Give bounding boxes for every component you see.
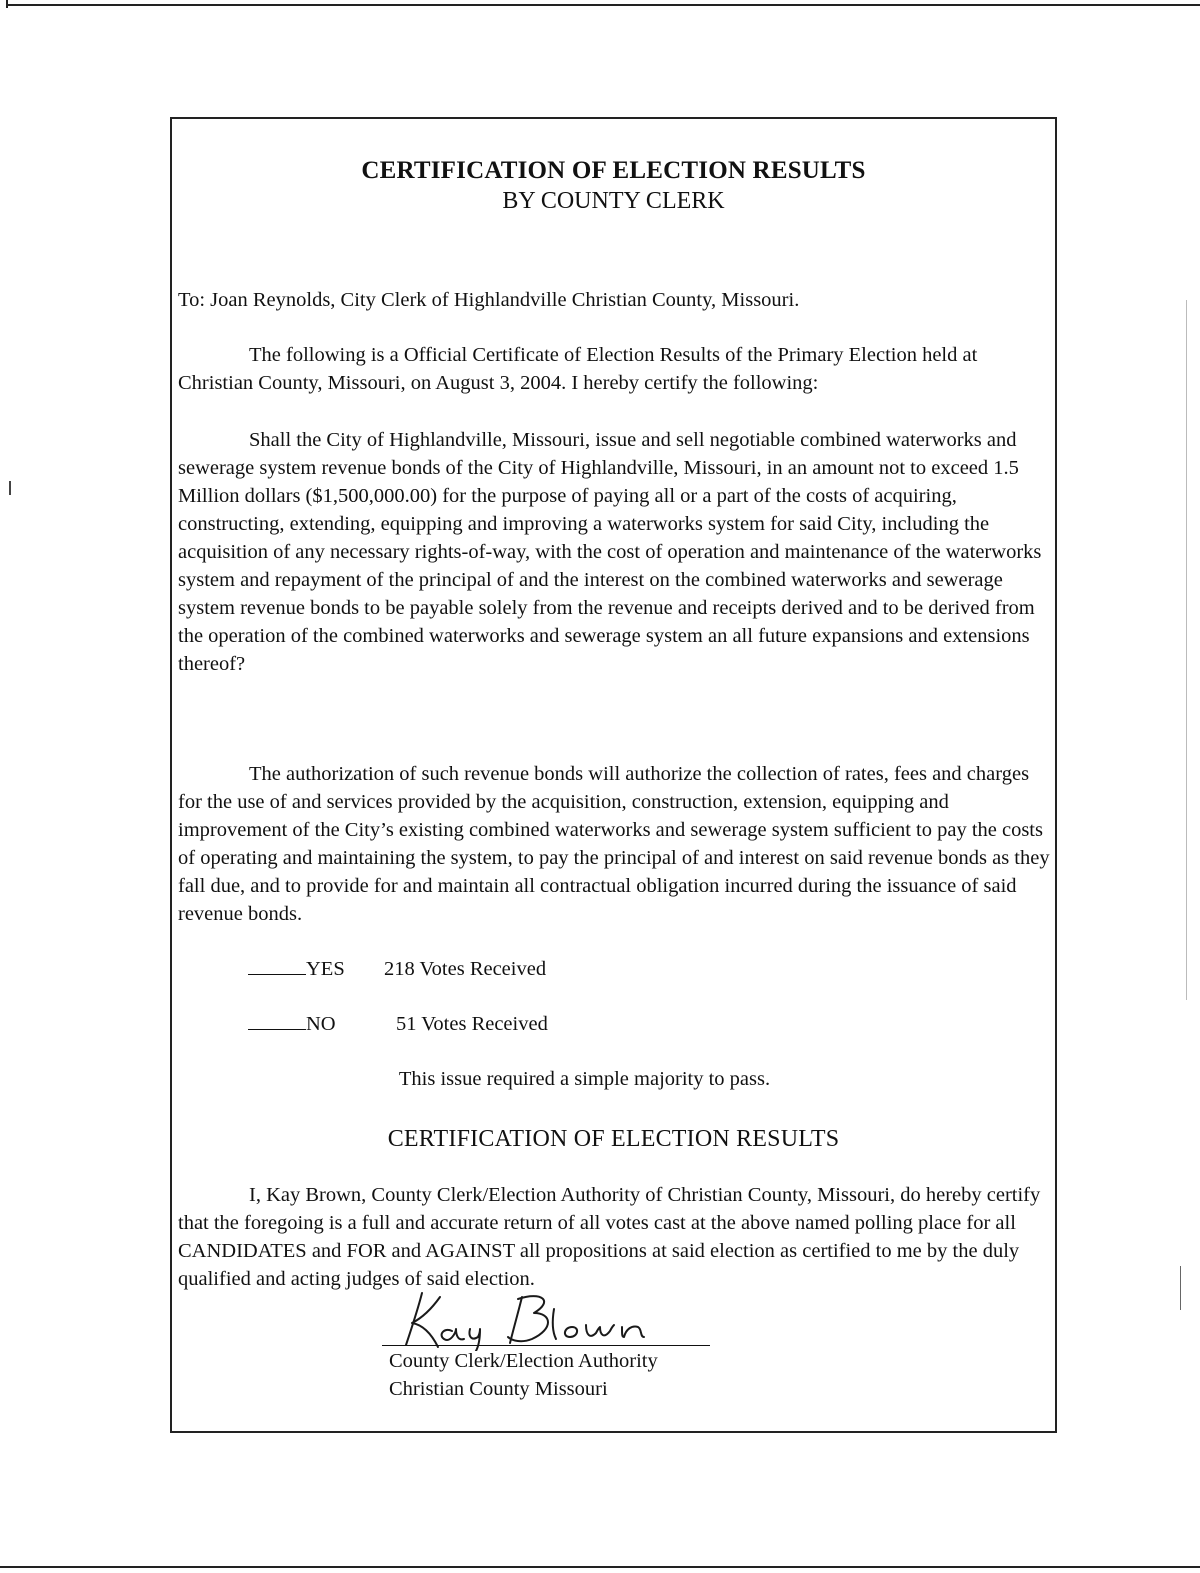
intro-paragraph: The following is a Official Certificate of Election Results of the Primary Election held at Christian County, Missouri, on August 3, 2004. I hereby certify the following: <box>178 344 978 394</box>
scan-mark <box>1180 1266 1181 1310</box>
scan-mark <box>9 481 11 495</box>
ballot-question-paragraph: Shall the City of Highlandville, Missouri, issue and sell negotiable combined waterworks and sewerage system revenue bonds of the City of Highlandville, Missouri, in an amount not to exceed 1.5 Million dollars ($1,500,000.00) for the purpose of paying all or a part of the costs of acquiring, constructing, extending, equipping and improving a waterworks system for said City, including the acquisition of any necessary rights-of-way, with the cost of operation and maintenance of the waterworks system and repayment of the principal of and the interest on the combined waterworks and sewerage system revenue bonds to be payable solely from the revenue and receipts derived and to be derived from the operation of the combined waterworks and sewerage system an all future expansions and extensions thereof? <box>178 429 1042 675</box>
signer-title: County Clerk/Election Authority <box>389 1350 658 1372</box>
majority-note: This issue required a simple majority to pass. <box>398 1068 771 1090</box>
vote-row-no <box>248 1011 548 1037</box>
scan-edge-left <box>6 0 8 8</box>
scan-mark <box>1186 300 1187 1000</box>
document-subtitle: BY COUNTY CLERK <box>502 188 725 214</box>
certification-heading: CERTIFICATION OF ELECTION RESULTS <box>387 1126 840 1152</box>
scan-edge-top <box>6 4 1200 6</box>
scan-edge-bottom <box>0 1566 1200 1568</box>
addressee-line: To: Joan Reynolds, City Clerk of Highlandville Christian County, Missouri. <box>178 289 800 311</box>
vote-choice-no: NO <box>306 1013 336 1035</box>
certificate-frame <box>170 117 1057 1433</box>
vote-row-yes <box>248 956 546 982</box>
title-block <box>172 156 1055 216</box>
vote-choice-yes: YES <box>306 958 345 980</box>
authorization-paragraph: The authorization of such revenue bonds will authorize the collection of rates, fees and charges for the use of and services provided by the acquisition, construction, extension, equipping and improvement of the City’s existing combined waterworks and sewerage system sufficient to pay the costs of operating and maintaining the system, to pay the principal of and interest on said revenue bonds as they fall due, and to provide for and maintain all contractual obligation incurred during the issuance of said revenue bonds. <box>178 763 1050 925</box>
certification-statement: I, Kay Brown, County Clerk/Election Authority of Christian County, Missouri, do hereby certify that the foregoing is a full and accurate return of all votes cast at the above named polling place for all CANDIDATES and FOR and AGAINST all propositions at said election as certified to me by the duly qualified and acting judges of said election. <box>178 1184 1041 1290</box>
signer-county: Christian County Missouri <box>389 1378 608 1400</box>
vote-count-yes: 218 Votes Received <box>384 958 547 980</box>
vote-blank-line <box>248 1011 306 1030</box>
vote-count-no: 51 Votes Received <box>396 1013 548 1035</box>
signature-line <box>382 1345 710 1346</box>
document-title: CERTIFICATION OF ELECTION RESULTS <box>361 157 866 184</box>
handwritten-signature <box>382 1287 712 1351</box>
vote-blank-line <box>248 956 306 975</box>
